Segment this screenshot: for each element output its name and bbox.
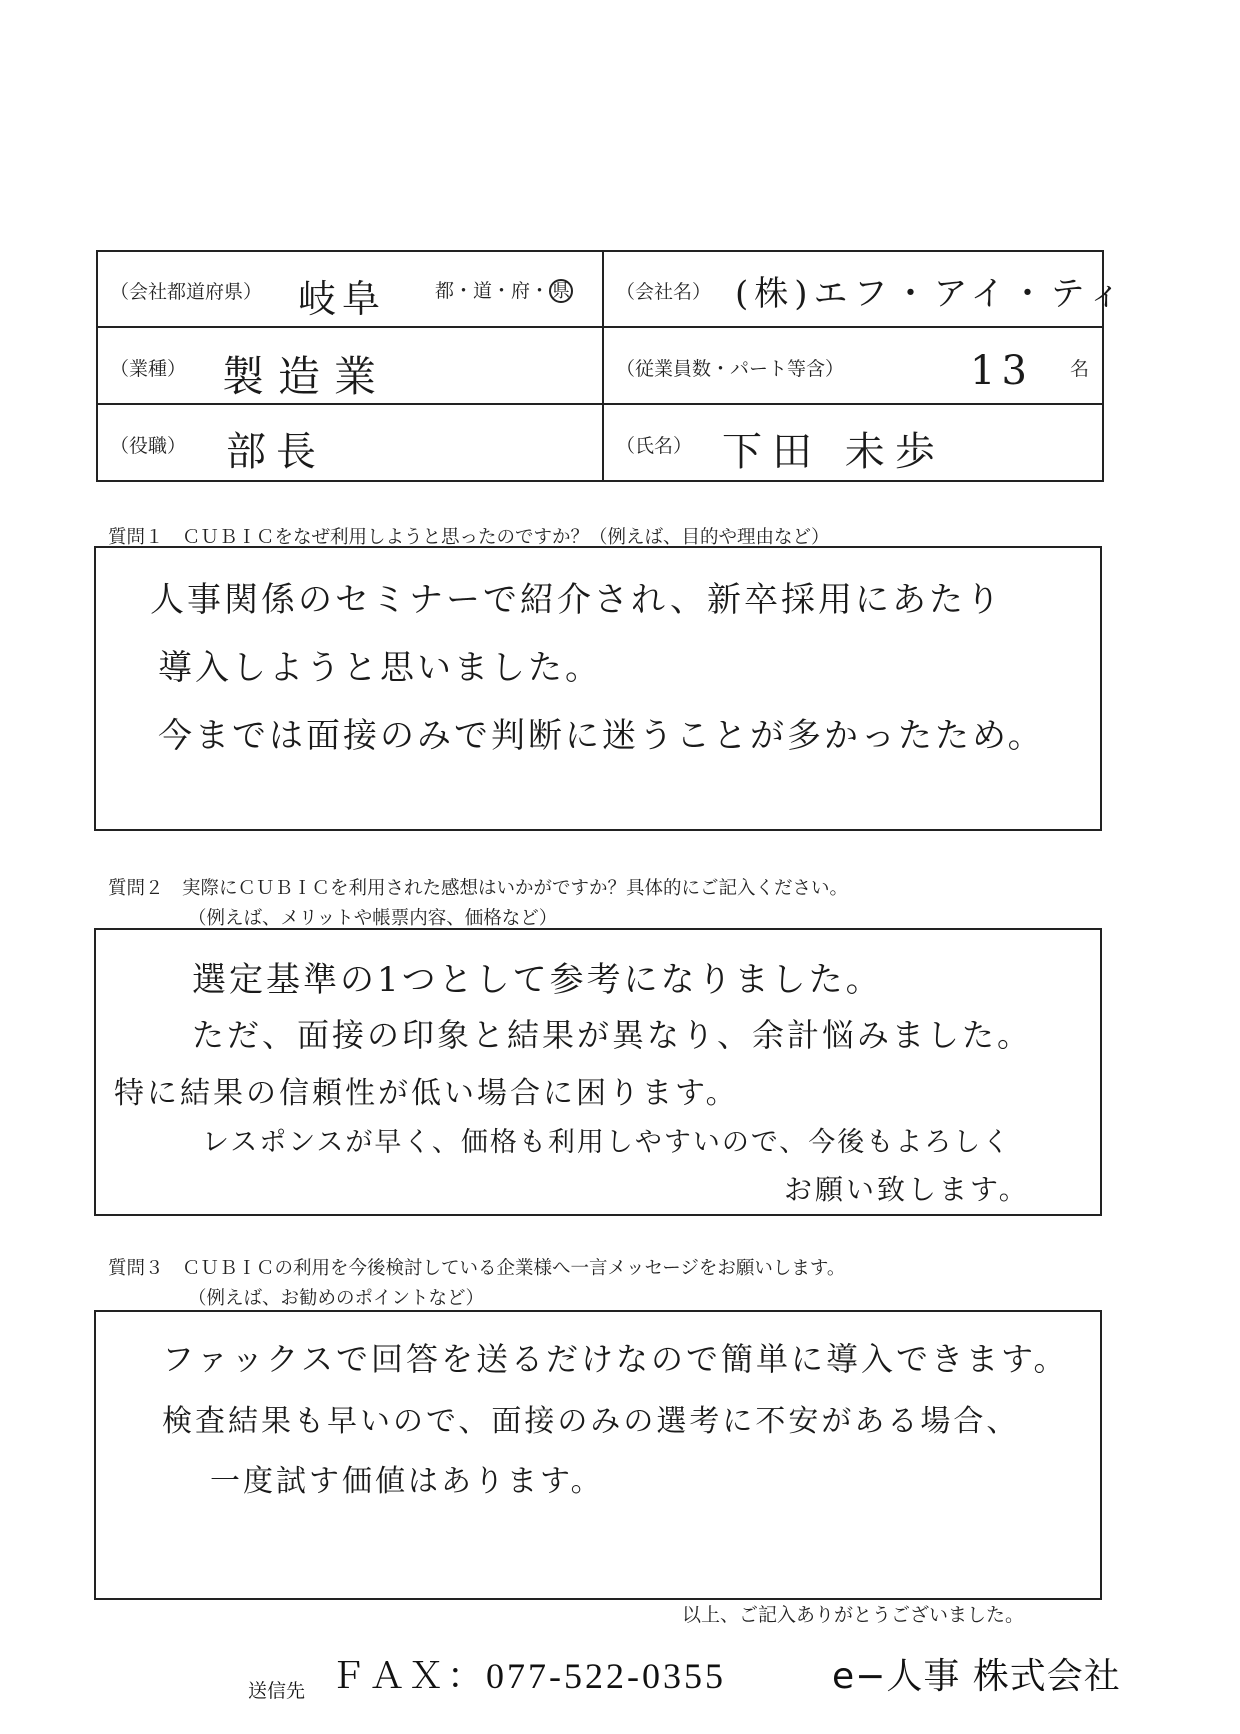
answer-2-line: 選定基準の1つとして参考になりました。: [192, 960, 883, 1000]
question-3-text: 質問３ ＣＵＢＩＣの利用を今後検討している企業様へ一言メッセージをお願いします。: [108, 1258, 846, 1279]
answer-3-line: 検査結果も早いので、面接のみの選考に不安がある場合、: [162, 1404, 1020, 1439]
company-name-value: (株)エフ・アイ・ティ: [735, 274, 1128, 314]
answer-2-line: お願い致します。: [784, 1173, 1030, 1206]
answer-2-line: レスポンスが早く、価格も利用しやすいので、今後もよろしく: [202, 1127, 1012, 1158]
employee-count-unit: 名: [1070, 358, 1090, 380]
fax-number: ＦＡＸ：077-522-0355: [330, 1656, 726, 1696]
prefecture-label: （会社都道府県）: [110, 281, 263, 303]
answer-3-line: 一度試す価値はあります。: [210, 1464, 604, 1499]
prefecture-selected-circle: 県: [549, 279, 573, 303]
person-name-label: （氏名）: [616, 435, 693, 457]
employee-count-label: （従業員数・パート等含）: [616, 358, 845, 380]
question-2-subtext: （例えば、メリットや帳票内容、価格など）: [188, 908, 558, 929]
answer-2-line: ただ、面接の印象と結果が異なり、余計悩みました。: [192, 1016, 1033, 1054]
position-label: （役職）: [110, 435, 187, 457]
employee-count-value: 13: [970, 348, 1033, 394]
position-value: 部長: [226, 429, 326, 475]
prefecture-value: 岐阜: [298, 277, 387, 321]
answer-3-line: ファックスで回答を送るだけなので簡単に導入できます。: [162, 1340, 1069, 1378]
send-to-label: 送信先: [248, 1680, 306, 1702]
question-1-text: 質問１ ＣＵＢＩＣをなぜ利用しようと思ったのですか？（例えば、目的や理由など）: [108, 527, 830, 548]
industry-label: （業種）: [110, 358, 187, 380]
industry-value: 製造業: [222, 352, 391, 401]
prefecture-options-text: 都・道・府・: [435, 280, 550, 302]
question-2-text: 質問２ 実際にＣＵＢＩＣを利用された感想はいかがですか？具体的にご記入ください。: [108, 878, 849, 899]
answer-1-line: 人事関係のセミナーで紹介され、新卒採用にあたり: [150, 580, 1004, 620]
table-row-divider: [96, 326, 1104, 328]
company-name-footer: e−人事 株式会社: [832, 1656, 1121, 1697]
table-column-divider: [602, 250, 604, 482]
answer-1-line: 導入しようと思いました。: [158, 648, 602, 688]
person-name-value: 下田 未歩: [722, 429, 945, 475]
prefecture-type-options: [435, 276, 573, 303]
answer-1-line: 今までは面接のみで判断に迷うことが多かったため。: [158, 716, 1045, 756]
closing-thanks: 以上、ご記入ありがとうございました。: [682, 1604, 1025, 1626]
question-3-subtext: （例えば、お勧めのポイントなど）: [188, 1288, 485, 1309]
answer-2-line: 特に結果の信頼性が低い場合に困ります。: [114, 1076, 739, 1111]
company-name-label: （会社名）: [616, 281, 712, 303]
